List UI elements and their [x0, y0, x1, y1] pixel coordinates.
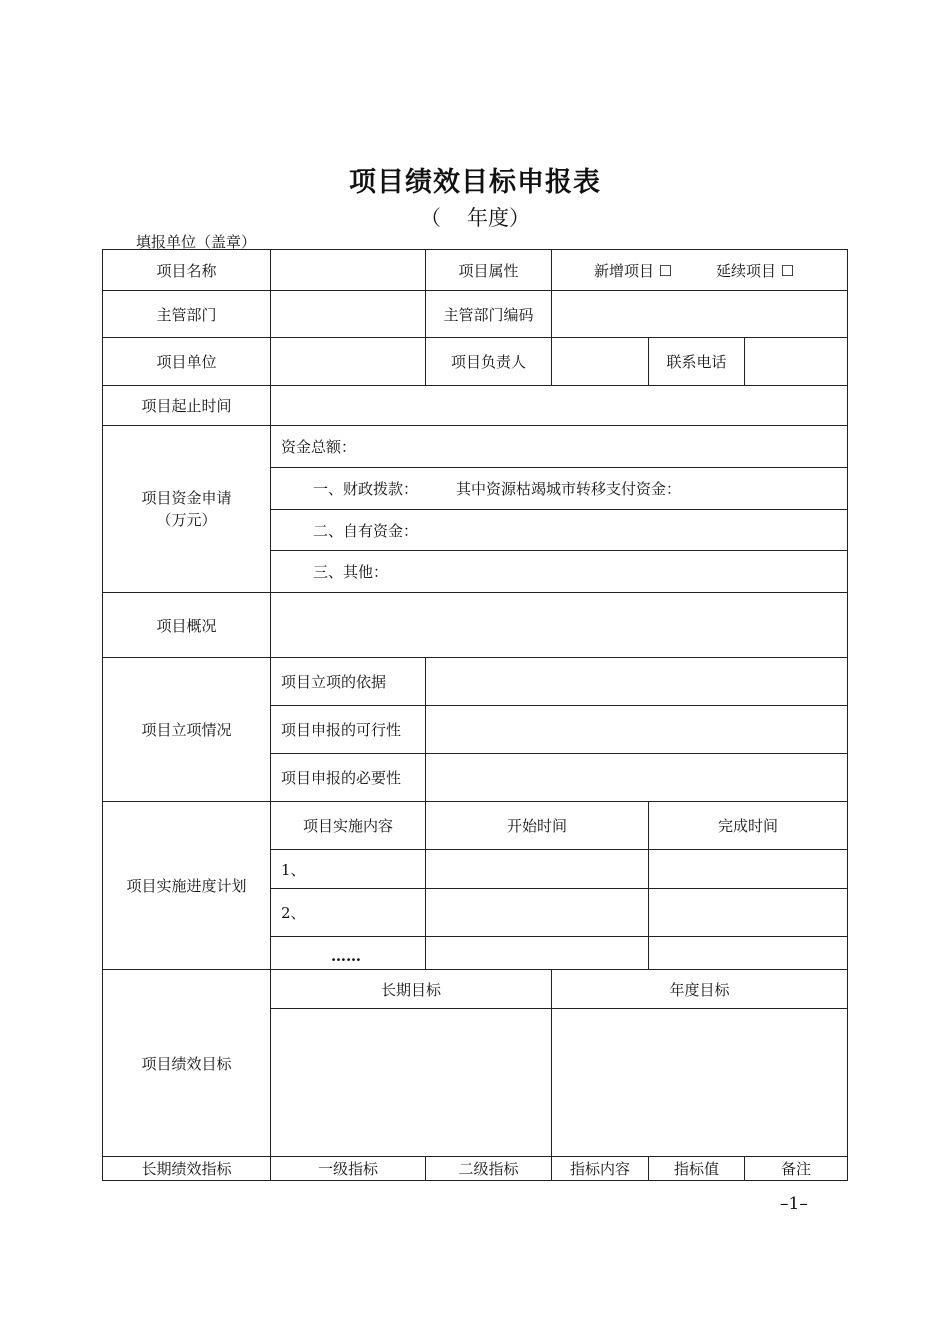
label-approval-feasibility: 项目申报的可行性 — [281, 721, 402, 739]
label-project-attr: 项目属性 — [458, 261, 519, 280]
header-indicator-content: 指标内容 — [569, 1160, 630, 1178]
label-approval-basis: 项目立项的依据 — [281, 673, 387, 691]
label-funds — [103, 426, 270, 592]
header-level1-indicator: 一级指标 — [317, 1160, 378, 1178]
field-phone[interactable] — [745, 338, 847, 385]
field-leader[interactable] — [552, 338, 648, 385]
label-schedule: 项目实施进度计划 — [126, 877, 247, 895]
label-leader: 项目负责人 — [450, 353, 526, 371]
field-unit[interactable] — [271, 338, 425, 385]
label-period: 项目起止时间 — [141, 397, 232, 415]
label-indicators: 长期绩效指标 — [141, 1160, 232, 1178]
header-annual-target: 年度目标 — [669, 980, 730, 999]
header-schedule-end: 完成时间 — [717, 817, 778, 835]
year-label: 年度） — [467, 206, 530, 230]
schedule-row-ellipsis: …… — [331, 947, 361, 965]
field-long-term-target[interactable] — [271, 1009, 551, 1156]
checkbox-new-project[interactable]: 新增项目 ☐ — [594, 261, 673, 280]
header-remark: 备注 — [780, 1160, 811, 1178]
schedule-row-1: 1、 — [281, 860, 306, 879]
field-approval-basis[interactable] — [426, 658, 847, 705]
label-funds-line2: （万元） — [156, 511, 217, 529]
label-phone: 联系电话 — [666, 353, 727, 371]
label-project-name: 项目名称 — [156, 261, 217, 280]
funds-fiscal: 一、财政拨款： — [313, 480, 419, 498]
filling-unit-label: 填报单位（盖章） — [136, 233, 257, 251]
label-dept-code: 主管部门编码 — [443, 305, 534, 324]
label-approval-necessity: 项目申报的必要性 — [281, 769, 402, 787]
label-dept: 主管部门 — [156, 305, 217, 324]
header-schedule-start: 开始时间 — [506, 817, 567, 835]
label-targets: 项目绩效目标 — [141, 1054, 232, 1073]
field-period[interactable] — [271, 386, 847, 425]
label-unit: 项目单位 — [156, 353, 217, 371]
header-long-term-target: 长期目标 — [380, 980, 441, 999]
page-number: –1– — [780, 1194, 808, 1214]
field-dept-code[interactable] — [552, 291, 847, 337]
label-overview: 项目概况 — [156, 616, 217, 635]
field-approval-necessity[interactable] — [426, 754, 847, 801]
funds-other: 三、其他： — [313, 563, 389, 581]
funds-transfer: 其中资源枯竭城市转移支付资金： — [456, 480, 682, 498]
header-level2-indicator: 二级指标 — [458, 1160, 519, 1178]
label-approval: 项目立项情况 — [141, 721, 232, 739]
year-open-paren: （ — [420, 206, 441, 230]
field-overview[interactable] — [271, 593, 847, 657]
field-project-name[interactable] — [271, 250, 425, 290]
schedule-row-2: 2、 — [281, 904, 306, 922]
field-dept[interactable] — [271, 291, 425, 337]
label-funds-line1: 项目资金申请 — [141, 489, 232, 507]
page-title: 项目绩效目标申报表 — [349, 167, 601, 198]
field-approval-feasibility[interactable] — [426, 706, 847, 753]
checkbox-continued-project[interactable]: 延续项目 ☐ — [716, 261, 795, 280]
header-schedule-content: 项目实施内容 — [302, 817, 393, 835]
funds-own: 二、自有资金： — [313, 521, 419, 540]
funds-total: 资金总额： — [281, 438, 357, 456]
header-indicator-value: 指标值 — [673, 1160, 719, 1178]
field-annual-target[interactable] — [552, 1009, 847, 1156]
